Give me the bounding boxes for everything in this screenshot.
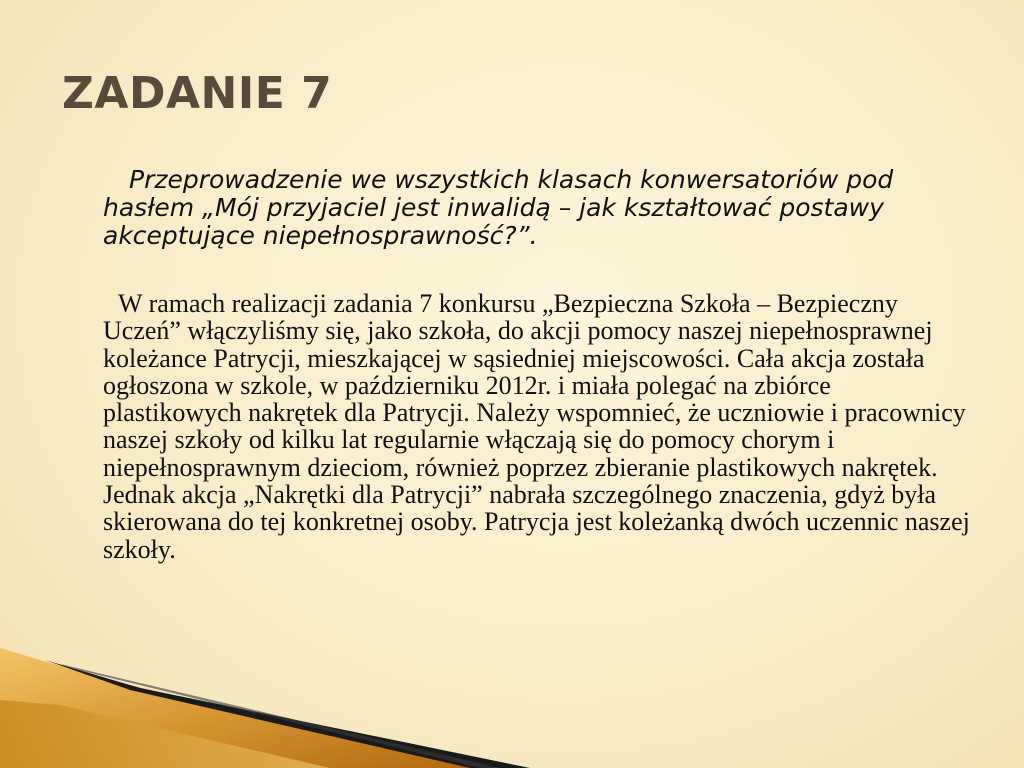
slide-subtitle: Przeprowadzenie we wszystkich klasach konwersatoriów pod hasłem „Mój przyjaciel jest inwalidą – jak kształtować postawy akceptujące niepełnosprawność?”. [103,165,894,250]
slide-body-text: W ramach realizacji zadania 7 konkursu „Bezpieczna Szkoła – Bezpieczny Uczeń” włączyliśmy się, jako szkoła, do akcji pomocy naszej niepełnosprawnej koleżance Patrycji, mieszkającej w sąsiedniej miejscowości. Cała akcja została ogłoszona w szkole, w październiku 2012r. i miała polegać na zbiórce plastikowych nakrętek dla Patrycji. Należy wspomnieć, że uczniowie i pracownicy naszej szkoły od kilku lat regularnie włączają się do pomocy chorym i niepełnosprawnym dzieciom, również poprzez zbieranie plastikowych nakrętek. Jednak akcja „Nakrętki dla Patrycji” nabrała szczególnego znaczenia, gdyż była skierowana do tej konkretnej osoby. Patrycja jest koleżanką dwóch uczennic naszej szkoły. [103,289,970,564]
slide-title: ZADANIE 7 [62,68,333,119]
